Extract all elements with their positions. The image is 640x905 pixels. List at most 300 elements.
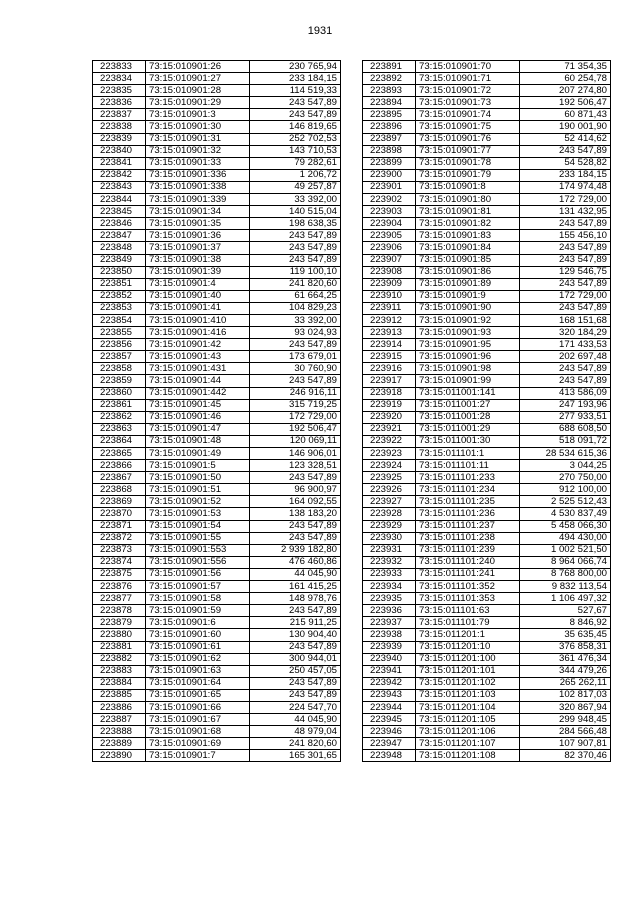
row-number: 223843 — [93, 181, 146, 193]
row-number: 223857 — [93, 351, 146, 363]
row-number: 223929 — [363, 520, 416, 532]
cadastral-value: 243 547,89 — [520, 375, 611, 387]
cadastral-number: 73:15:010901:55 — [146, 532, 250, 544]
cadastral-number: 73:15:011101:11 — [416, 460, 520, 472]
row-number: 223875 — [93, 568, 146, 580]
register-table-left — [92, 60, 341, 762]
cadastral-value: 192 506,47 — [520, 97, 611, 109]
cadastral-value: 243 547,89 — [250, 689, 341, 701]
table-row — [93, 266, 341, 278]
row-number: 223836 — [93, 97, 146, 109]
cadastral-value: 300 944,01 — [250, 653, 341, 665]
cadastral-value: 44 045,90 — [250, 568, 341, 580]
cadastral-number: 73:15:010901:37 — [146, 242, 250, 254]
row-number: 223903 — [363, 206, 416, 218]
table-row — [93, 218, 341, 230]
table-row — [93, 169, 341, 181]
table-row — [93, 411, 341, 423]
table-row — [363, 375, 611, 387]
row-number: 223837 — [93, 109, 146, 121]
table-row — [363, 399, 611, 411]
table-row — [93, 689, 341, 701]
row-number: 223838 — [93, 121, 146, 133]
cadastral-value: 9 832 113,54 — [520, 581, 611, 593]
cadastral-value: 243 547,89 — [250, 109, 341, 121]
cadastral-number: 73:15:011101:353 — [416, 593, 520, 605]
table-row — [93, 363, 341, 375]
cadastral-value: 102 817,03 — [520, 689, 611, 701]
row-number: 223941 — [363, 665, 416, 677]
cadastral-number: 73:15:010901:53 — [146, 508, 250, 520]
cadastral-value: 224 547,70 — [250, 701, 341, 713]
table-row — [93, 194, 341, 206]
cadastral-value: 165 301,65 — [250, 750, 341, 762]
cadastral-number: 73:15:011001:141 — [416, 387, 520, 399]
cadastral-value: 270 750,00 — [520, 472, 611, 484]
table-row — [363, 73, 611, 85]
table-row — [93, 242, 341, 254]
table-row — [93, 665, 341, 677]
cadastral-value: 233 184,15 — [520, 169, 611, 181]
table-row — [363, 726, 611, 738]
row-number: 223906 — [363, 242, 416, 254]
cadastral-value: 518 091,72 — [520, 435, 611, 447]
cadastral-number: 73:15:010901:76 — [416, 133, 520, 145]
cadastral-number: 73:15:010901:431 — [146, 363, 250, 375]
table-row — [363, 581, 611, 593]
cadastral-value: 344 479,26 — [520, 665, 611, 677]
table-row — [363, 689, 611, 701]
cadastral-value: 252 702,53 — [250, 133, 341, 145]
row-number: 223892 — [363, 73, 416, 85]
cadastral-value: 28 534 615,36 — [520, 448, 611, 460]
cadastral-value: 243 547,89 — [520, 145, 611, 157]
cadastral-value: 243 547,89 — [250, 605, 341, 617]
register-table-right-body — [363, 61, 611, 762]
cadastral-value: 54 528,82 — [520, 157, 611, 169]
cadastral-number: 73:15:010901:82 — [416, 218, 520, 230]
row-number: 223921 — [363, 423, 416, 435]
cadastral-number: 73:15:010901:27 — [146, 73, 250, 85]
table-row — [93, 556, 341, 568]
row-number: 223914 — [363, 339, 416, 351]
cadastral-number: 73:15:010901:45 — [146, 399, 250, 411]
cadastral-number: 73:15:010901:57 — [146, 581, 250, 593]
table-row — [93, 544, 341, 556]
cadastral-number: 73:15:010901:4 — [146, 278, 250, 290]
cadastral-number: 73:15:010901:99 — [416, 375, 520, 387]
row-number: 223891 — [363, 61, 416, 73]
cadastral-value: 243 547,89 — [520, 242, 611, 254]
row-number: 223936 — [363, 605, 416, 617]
cadastral-value: 243 547,89 — [250, 472, 341, 484]
table-row — [363, 339, 611, 351]
row-number: 223895 — [363, 109, 416, 121]
cadastral-value: 129 546,75 — [520, 266, 611, 278]
row-number: 223907 — [363, 254, 416, 266]
cadastral-value: 243 547,89 — [520, 302, 611, 314]
row-number: 223889 — [93, 738, 146, 750]
cadastral-number: 73:15:010901:36 — [146, 230, 250, 242]
cadastral-value: 123 328,51 — [250, 460, 341, 472]
table-row — [93, 327, 341, 339]
cadastral-number: 73:15:010901:29 — [146, 97, 250, 109]
cadastral-value: 82 370,46 — [520, 750, 611, 762]
cadastral-number: 73:15:011201:108 — [416, 750, 520, 762]
row-number: 223946 — [363, 726, 416, 738]
row-number: 223850 — [93, 266, 146, 278]
cadastral-number: 73:15:010901:83 — [416, 230, 520, 242]
table-row — [363, 544, 611, 556]
row-number: 223904 — [363, 218, 416, 230]
row-number: 223842 — [93, 169, 146, 181]
cadastral-value: 8 846,92 — [520, 617, 611, 629]
cadastral-value: 190 001,90 — [520, 121, 611, 133]
cadastral-number: 73:15:011201:102 — [416, 677, 520, 689]
row-number: 223835 — [93, 85, 146, 97]
row-number: 223870 — [93, 508, 146, 520]
row-number: 223888 — [93, 726, 146, 738]
row-number: 223935 — [363, 593, 416, 605]
row-number: 223918 — [363, 387, 416, 399]
table-row — [93, 339, 341, 351]
table-row — [93, 181, 341, 193]
table-row — [363, 435, 611, 447]
row-number: 223934 — [363, 581, 416, 593]
row-number: 223933 — [363, 568, 416, 580]
row-number: 223849 — [93, 254, 146, 266]
table-row — [363, 653, 611, 665]
cadastral-number: 73:15:010901:61 — [146, 641, 250, 653]
row-number: 223928 — [363, 508, 416, 520]
table-row — [93, 520, 341, 532]
row-number: 223846 — [93, 218, 146, 230]
cadastral-number: 73:15:010901:26 — [146, 61, 250, 73]
table-row — [93, 290, 341, 302]
table-row — [93, 302, 341, 314]
cadastral-value: 243 547,89 — [250, 375, 341, 387]
row-number: 223923 — [363, 448, 416, 460]
table-row — [363, 532, 611, 544]
cadastral-number: 73:15:011101:63 — [416, 605, 520, 617]
cadastral-number: 73:15:011101:239 — [416, 544, 520, 556]
row-number: 223930 — [363, 532, 416, 544]
cadastral-value: 277 933,51 — [520, 411, 611, 423]
cadastral-number: 73:15:010901:78 — [416, 157, 520, 169]
cadastral-value: 146 819,65 — [250, 121, 341, 133]
cadastral-value: 119 100,10 — [250, 266, 341, 278]
cadastral-number: 73:15:011101:1 — [416, 448, 520, 460]
table-row — [93, 448, 341, 460]
cadastral-number: 73:15:010901:64 — [146, 677, 250, 689]
cadastral-number: 73:15:010901:66 — [146, 701, 250, 713]
row-number: 223925 — [363, 472, 416, 484]
cadastral-value: 265 262,11 — [520, 677, 611, 689]
row-number: 223926 — [363, 484, 416, 496]
table-row — [363, 665, 611, 677]
table-row — [93, 714, 341, 726]
row-number: 223847 — [93, 230, 146, 242]
cadastral-number: 73:15:010901:84 — [416, 242, 520, 254]
table-row — [93, 314, 341, 326]
cadastral-value: 361 476,34 — [520, 653, 611, 665]
cadastral-value: 527,67 — [520, 605, 611, 617]
cadastral-number: 73:15:010901:9 — [416, 290, 520, 302]
cadastral-number: 73:15:011101:79 — [416, 617, 520, 629]
row-number: 223853 — [93, 302, 146, 314]
cadastral-number: 73:15:010901:72 — [416, 85, 520, 97]
table-row — [93, 375, 341, 387]
cadastral-number: 73:15:010901:81 — [416, 206, 520, 218]
cadastral-number: 73:15:010901:65 — [146, 689, 250, 701]
cadastral-number: 73:15:011201:101 — [416, 665, 520, 677]
table-row — [93, 605, 341, 617]
cadastral-number: 73:15:010901:62 — [146, 653, 250, 665]
cadastral-number: 73:15:010901:5 — [146, 460, 250, 472]
cadastral-number: 73:15:010901:34 — [146, 206, 250, 218]
cadastral-number: 73:15:010901:52 — [146, 496, 250, 508]
cadastral-value: 174 974,48 — [520, 181, 611, 193]
cadastral-number: 73:15:010901:336 — [146, 169, 250, 181]
cadastral-value: 243 547,89 — [250, 677, 341, 689]
cadastral-number: 73:15:011101:238 — [416, 532, 520, 544]
cadastral-number: 73:15:010901:59 — [146, 605, 250, 617]
cadastral-number: 73:15:010901:416 — [146, 327, 250, 339]
row-number: 223881 — [93, 641, 146, 653]
cadastral-value: 8 964 066,74 — [520, 556, 611, 568]
page-number: 1931 — [307, 25, 333, 37]
table-row — [93, 460, 341, 472]
cadastral-number: 73:15:011101:235 — [416, 496, 520, 508]
table-row — [363, 738, 611, 750]
row-number: 223938 — [363, 629, 416, 641]
table-row — [363, 121, 611, 133]
row-number: 223856 — [93, 339, 146, 351]
table-row — [363, 641, 611, 653]
table-row — [363, 484, 611, 496]
row-number: 223924 — [363, 460, 416, 472]
cadastral-value: 48 979,04 — [250, 726, 341, 738]
table-row — [93, 423, 341, 435]
cadastral-value: 2 525 512,43 — [520, 496, 611, 508]
table-row — [363, 218, 611, 230]
cadastral-number: 73:15:010901:80 — [416, 194, 520, 206]
table-row — [93, 641, 341, 653]
table-row — [93, 230, 341, 242]
cadastral-number: 73:15:010901:75 — [416, 121, 520, 133]
row-number: 223940 — [363, 653, 416, 665]
cadastral-value: 143 710,53 — [250, 145, 341, 157]
cadastral-value: 30 760,90 — [250, 363, 341, 375]
table-row — [363, 472, 611, 484]
table-row — [363, 714, 611, 726]
row-number: 223877 — [93, 593, 146, 605]
row-number: 223913 — [363, 327, 416, 339]
row-number: 223885 — [93, 689, 146, 701]
table-row — [93, 629, 341, 641]
row-number: 223890 — [93, 750, 146, 762]
table-row — [363, 327, 611, 339]
table-row — [93, 133, 341, 145]
cadastral-number: 73:15:010901:35 — [146, 218, 250, 230]
cadastral-value: 320 184,29 — [520, 327, 611, 339]
cadastral-value: 60 254,78 — [520, 73, 611, 85]
cadastral-number: 73:15:010901:98 — [416, 363, 520, 375]
row-number: 223896 — [363, 121, 416, 133]
cadastral-number: 73:15:010901:39 — [146, 266, 250, 278]
row-number: 223861 — [93, 399, 146, 411]
row-number: 223848 — [93, 242, 146, 254]
cadastral-number: 73:15:010901:28 — [146, 85, 250, 97]
cadastral-value: 146 906,01 — [250, 448, 341, 460]
cadastral-value: 246 916,11 — [250, 387, 341, 399]
row-number: 223878 — [93, 605, 146, 617]
cadastral-value: 299 948,45 — [520, 714, 611, 726]
table-row — [93, 750, 341, 762]
row-number: 223911 — [363, 302, 416, 314]
cadastral-value: 247 193,96 — [520, 399, 611, 411]
table-row — [363, 206, 611, 218]
table-row — [93, 157, 341, 169]
table-row — [363, 556, 611, 568]
cadastral-number: 73:15:011001:28 — [416, 411, 520, 423]
cadastral-value: 243 547,89 — [250, 230, 341, 242]
cadastral-number: 73:15:010901:40 — [146, 290, 250, 302]
table-row — [363, 278, 611, 290]
cadastral-number: 73:15:010901:69 — [146, 738, 250, 750]
row-number: 223909 — [363, 278, 416, 290]
table-row — [363, 593, 611, 605]
table-row — [363, 629, 611, 641]
cadastral-number: 73:15:010901:47 — [146, 423, 250, 435]
cadastral-value: 376 858,31 — [520, 641, 611, 653]
cadastral-number: 73:15:011101:241 — [416, 568, 520, 580]
cadastral-value: 284 566,48 — [520, 726, 611, 738]
cadastral-value: 79 282,61 — [250, 157, 341, 169]
table-row — [363, 448, 611, 460]
table-row — [93, 278, 341, 290]
cadastral-number: 73:15:010901:74 — [416, 109, 520, 121]
row-number: 223883 — [93, 665, 146, 677]
cadastral-number: 73:15:010901:44 — [146, 375, 250, 387]
cadastral-number: 73:15:010901:31 — [146, 133, 250, 145]
row-number: 223899 — [363, 157, 416, 169]
cadastral-number: 73:15:010901:8 — [416, 181, 520, 193]
cadastral-value: 120 069,11 — [250, 435, 341, 447]
cadastral-value: 171 433,53 — [520, 339, 611, 351]
cadastral-number: 73:15:010901:442 — [146, 387, 250, 399]
cadastral-number: 73:15:010901:77 — [416, 145, 520, 157]
row-number: 223874 — [93, 556, 146, 568]
table-row — [93, 472, 341, 484]
cadastral-value: 243 547,89 — [250, 242, 341, 254]
cadastral-number: 73:15:010901:79 — [416, 169, 520, 181]
table-row — [93, 593, 341, 605]
row-number: 223912 — [363, 314, 416, 326]
cadastral-number: 73:15:010901:71 — [416, 73, 520, 85]
cadastral-number: 73:15:010901:67 — [146, 714, 250, 726]
table-row — [93, 351, 341, 363]
table-row — [93, 61, 341, 73]
row-number: 223863 — [93, 423, 146, 435]
table-row — [363, 61, 611, 73]
cadastral-value: 2 939 182,80 — [250, 544, 341, 556]
table-row — [363, 496, 611, 508]
cadastral-number: 73:15:010901:70 — [416, 61, 520, 73]
table-row — [93, 738, 341, 750]
cadastral-value: 173 679,01 — [250, 351, 341, 363]
row-number: 223866 — [93, 460, 146, 472]
row-number: 223868 — [93, 484, 146, 496]
cadastral-value: 315 719,25 — [250, 399, 341, 411]
cadastral-number: 73:15:010901:92 — [416, 314, 520, 326]
table-row — [93, 496, 341, 508]
row-number: 223871 — [93, 520, 146, 532]
cadastral-number: 73:15:010901:3 — [146, 109, 250, 121]
cadastral-value: 114 519,33 — [250, 85, 341, 97]
cadastral-number: 73:15:011101:233 — [416, 472, 520, 484]
row-number: 223854 — [93, 314, 146, 326]
cadastral-number: 73:15:010901:95 — [416, 339, 520, 351]
table-row — [93, 653, 341, 665]
row-number: 223873 — [93, 544, 146, 556]
cadastral-value: 250 457,05 — [250, 665, 341, 677]
cadastral-value: 49 257,87 — [250, 181, 341, 193]
table-row — [363, 85, 611, 97]
cadastral-number: 73:15:011201:10 — [416, 641, 520, 653]
cadastral-value: 130 904,40 — [250, 629, 341, 641]
cadastral-number: 73:15:010901:86 — [416, 266, 520, 278]
cadastral-number: 73:15:010901:63 — [146, 665, 250, 677]
table-row — [363, 302, 611, 314]
cadastral-value: 202 697,48 — [520, 351, 611, 363]
cadastral-number: 73:15:010901:85 — [416, 254, 520, 266]
cadastral-value: 241 820,60 — [250, 278, 341, 290]
cadastral-number: 73:15:010901:553 — [146, 544, 250, 556]
row-number: 223859 — [93, 375, 146, 387]
table-row — [363, 411, 611, 423]
cadastral-number: 73:15:010901:32 — [146, 145, 250, 157]
cadastral-value: 494 430,00 — [520, 532, 611, 544]
table-row — [93, 677, 341, 689]
cadastral-number: 73:15:010901:68 — [146, 726, 250, 738]
table-row — [363, 133, 611, 145]
cadastral-number: 73:15:010901:89 — [416, 278, 520, 290]
cadastral-value: 230 765,94 — [250, 61, 341, 73]
cadastral-value: 243 547,89 — [520, 363, 611, 375]
row-number: 223894 — [363, 97, 416, 109]
row-number: 223882 — [93, 653, 146, 665]
row-number: 223841 — [93, 157, 146, 169]
table-row — [363, 109, 611, 121]
table-row — [363, 194, 611, 206]
cadastral-value: 243 547,89 — [520, 278, 611, 290]
cadastral-value: 71 354,35 — [520, 61, 611, 73]
register-table-left-body — [93, 61, 341, 762]
row-number: 223917 — [363, 375, 416, 387]
cadastral-value: 52 414,62 — [520, 133, 611, 145]
table-row — [93, 399, 341, 411]
row-number: 223851 — [93, 278, 146, 290]
cadastral-number: 73:15:011201:100 — [416, 653, 520, 665]
cadastral-value: 476 460,86 — [250, 556, 341, 568]
table-row — [93, 109, 341, 121]
cadastral-number: 73:15:010901:33 — [146, 157, 250, 169]
cadastral-number: 73:15:011101:236 — [416, 508, 520, 520]
table-row — [93, 617, 341, 629]
cadastral-number: 73:15:010901:556 — [146, 556, 250, 568]
cadastral-value: 138 183,20 — [250, 508, 341, 520]
